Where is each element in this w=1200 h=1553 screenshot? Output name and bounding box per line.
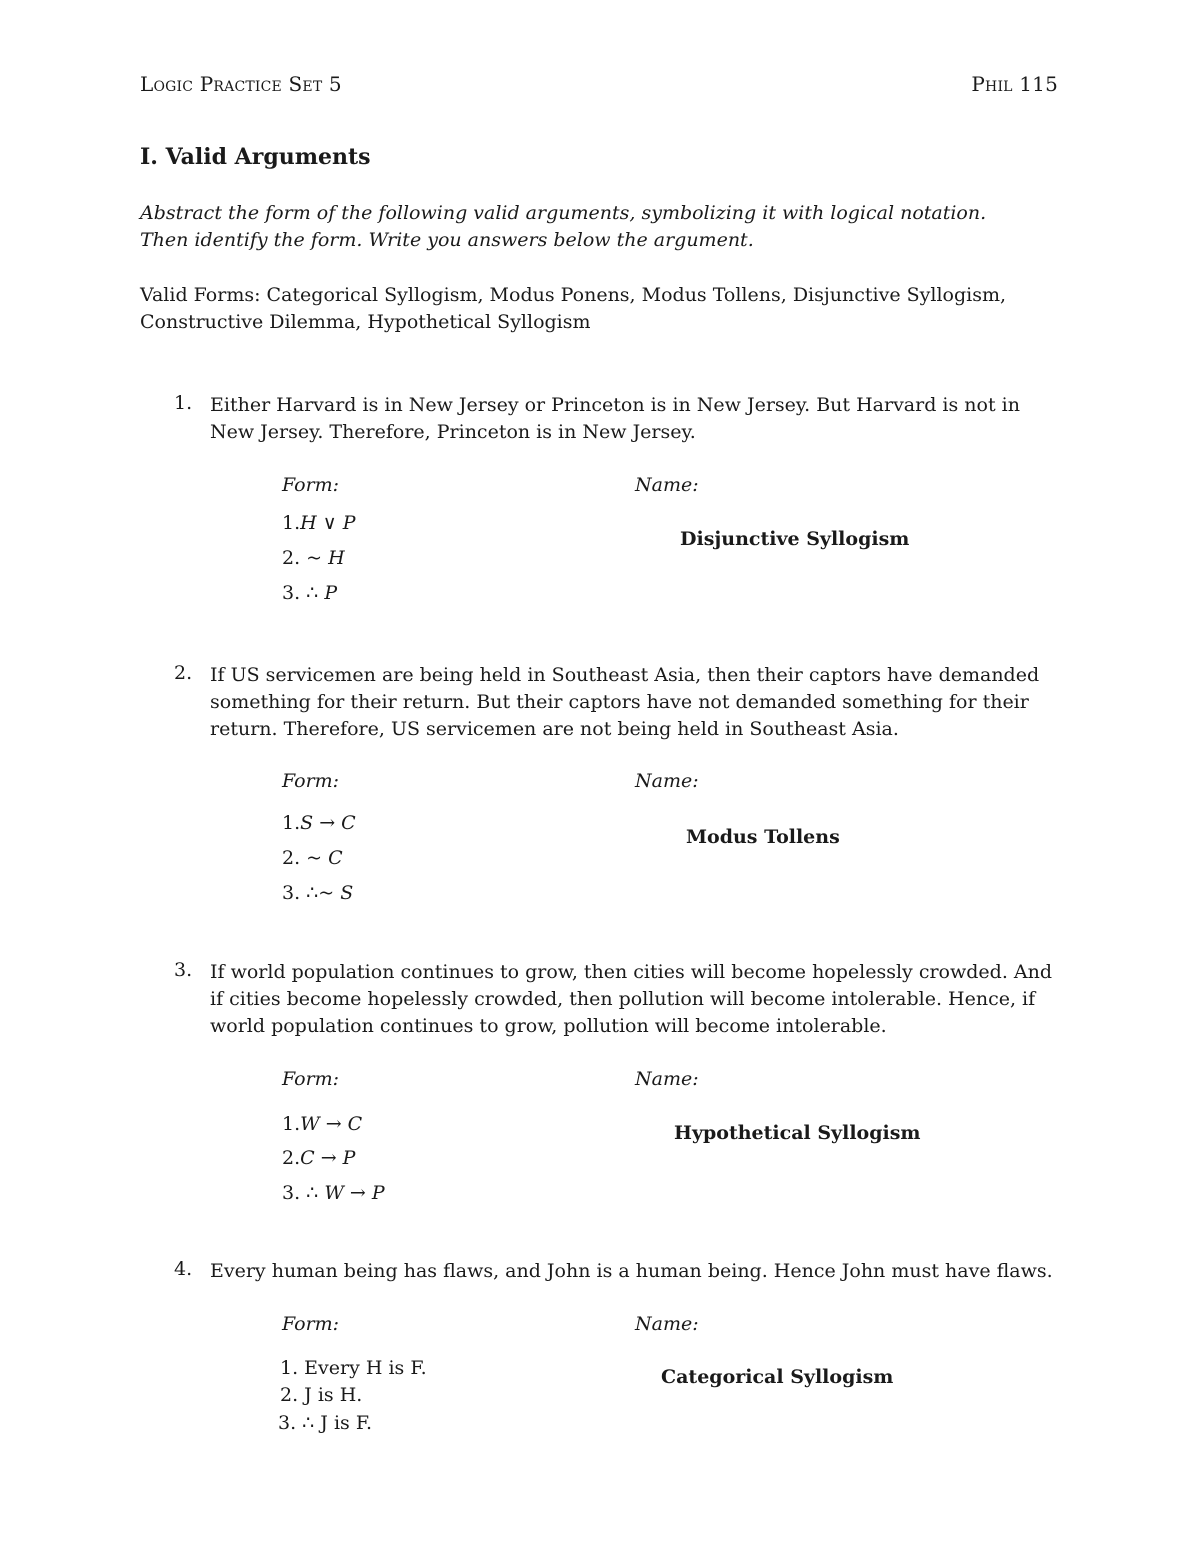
form-label: Form: [282,474,340,496]
question-number: 2. [174,662,193,684]
instructions: Abstract the form of the following valid arguments, symbolizing it with logical notation. Then identify the form. Write you answers below the argument. [140,202,987,251]
header-course-code: Phil 115 [971,72,1058,96]
form-step: 2. ~ C [282,847,343,869]
answer-name: Hypothetical Syllogism [674,1122,921,1144]
question-text: Every human being has flaws, and John is a human being. Hence John must have flaws. [210,1260,1053,1282]
answer-name: Modus Tollens [686,826,840,848]
name-label: Name: [635,1313,699,1335]
form-step: 3. ∴~ S [282,882,354,904]
question-text: Either Harvard is in New Jersey or Princeton is in New Jersey. But Harvard is not in New Jersey. Therefore, Princeton is in New Jersey. [210,394,1020,443]
question-text: If world population continues to grow, then cities will become hopelessly crowded. And if cities become hopelessly crowded, then pollution will become intolerable. Hence, if world population continues to grow, pollution will become intolerable. [210,961,1053,1037]
question-number: 4. [174,1258,193,1280]
form-step: 3. ∴ W → P [282,1182,385,1204]
name-label: Name: [635,1068,699,1090]
name-label: Name: [635,474,699,496]
form-step: 3. ∴ J is F. [278,1412,373,1434]
form-step: 1.S → C [282,812,356,834]
form-step: 1. Every H is F. [280,1357,427,1379]
form-step: 1.W → C [282,1113,363,1135]
form-label: Form: [282,1313,340,1335]
question-text: If US servicemen are being held in Southeast Asia, then their captors have demanded something for their return. But their captors have not demanded something for their return. Therefore, US servicemen are not being held in Southeast Asia. [210,664,1040,740]
valid-forms-list: Valid Forms: Categorical Syllogism, Modus Ponens, Modus Tollens, Disjunctive Syllogism, Constructive Dilemma, Hypothetical Syllogism [140,284,1007,333]
answer-name: Categorical Syllogism [661,1366,894,1388]
name-label: Name: [635,770,699,792]
section-title: I. Valid Arguments [140,144,371,170]
form-step: 3. ∴ P [282,582,338,604]
question-number: 3. [174,959,193,981]
question-number: 1. [174,392,193,414]
form-step: 2. J is H. [280,1384,363,1406]
form-label: Form: [282,770,340,792]
header-course-set: Logic Practice Set 5 [140,72,342,96]
answer-name: Disjunctive Syllogism [680,528,910,550]
form-label: Form: [282,1068,340,1090]
form-step: 2. ~ H [282,547,345,569]
form-step: 1.H ∨ P [282,512,356,534]
form-step: 2.C → P [282,1147,356,1169]
